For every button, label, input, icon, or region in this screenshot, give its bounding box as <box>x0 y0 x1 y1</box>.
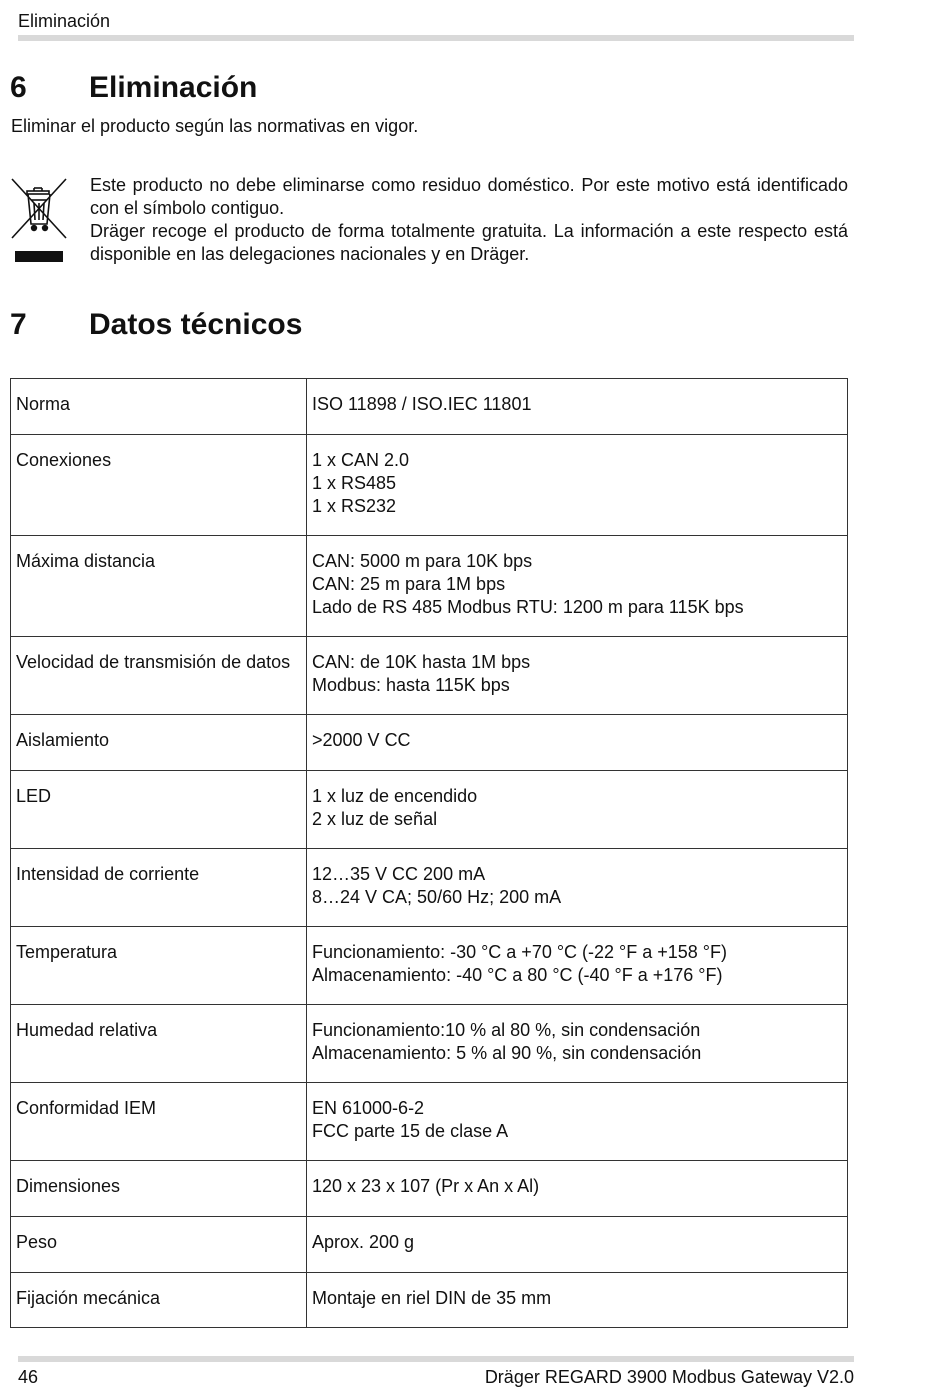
spec-row <box>11 715 848 771</box>
spec-label: Norma <box>11 379 307 435</box>
spec-row <box>11 1083 848 1161</box>
spec-row <box>11 849 848 927</box>
disposal-paragraph-1: Este producto no debe eliminarse como residuo doméstico. Por este motivo está identificado con el símbolo contiguo. <box>90 175 848 218</box>
spec-value-line: 1 x RS485 <box>312 473 397 493</box>
spec-label: Fijación mecánica <box>11 1273 307 1328</box>
disposal-paragraph-2: Dräger recoge el producto de forma totalmente gratuita. La información a este respecto está disponible en las delegaciones nacionales y en Dräger. <box>90 221 848 264</box>
section-7-heading <box>10 307 302 343</box>
spec-value-line: Aprox. 200 g <box>312 1232 415 1252</box>
spec-value-line: 12…35 V CC 200 mA <box>312 864 486 884</box>
spec-value-line: CAN: de 10K hasta 1M bps <box>312 652 531 672</box>
section-6-number: 6 <box>10 71 27 104</box>
spec-label: Temperatura <box>11 927 307 1005</box>
spec-value-line: Modbus: hasta 115K bps <box>312 675 510 695</box>
spec-label: Conexiones <box>11 435 307 536</box>
spec-row <box>11 536 848 637</box>
disposal-text <box>90 174 848 266</box>
spec-label: Máxima distancia <box>11 536 307 637</box>
footer-rule <box>18 1356 854 1362</box>
spec-value-line: Funcionamiento:10 % al 80 %, sin condensación <box>312 1020 701 1040</box>
spec-value-line: 1 x luz de encendido <box>312 786 478 806</box>
spec-value <box>307 927 848 1005</box>
spec-label: Dimensiones <box>11 1161 307 1217</box>
spec-value-line: 1 x RS232 <box>312 496 397 516</box>
header-rule <box>18 35 854 41</box>
spec-row <box>11 1273 848 1328</box>
spec-value-line: Montaje en riel DIN de 35 mm <box>312 1288 552 1308</box>
spec-value-line: CAN: 25 m para 1M bps <box>312 574 506 594</box>
spec-label: Peso <box>11 1217 307 1273</box>
spec-value-line: 8…24 V CA; 50/60 Hz; 200 mA <box>312 887 562 907</box>
spec-value-line: 2 x luz de señal <box>312 809 438 829</box>
spec-value-line: CAN: 5000 m para 10K bps <box>312 551 533 571</box>
spec-row <box>11 435 848 536</box>
spec-row <box>11 771 848 849</box>
spec-value <box>307 637 848 715</box>
spec-value-line: 120 x 23 x 107 (Pr x An x Al) <box>312 1176 540 1196</box>
spec-value-line: EN 61000-6-2 <box>312 1098 425 1118</box>
document-title: Dräger REGARD 3900 Modbus Gateway V2.0 <box>484 1367 854 1387</box>
spec-label: LED <box>11 771 307 849</box>
spec-value-line: 1 x CAN 2.0 <box>312 450 410 470</box>
spec-row <box>11 927 848 1005</box>
spec-value <box>307 379 848 435</box>
spec-value-line: ISO 11898 / ISO.IEC 11801 <box>312 394 532 414</box>
crossed-out-wheelie-bin-icon <box>10 176 68 264</box>
spec-label: Intensidad de corriente <box>11 849 307 927</box>
spec-label: Velocidad de transmisión de datos <box>11 637 307 715</box>
spec-value <box>307 1273 848 1328</box>
section-7-number: 7 <box>10 308 27 341</box>
spec-value <box>307 715 848 771</box>
spec-row <box>11 1005 848 1083</box>
spec-value-line: Almacenamiento: -40 °C a 80 °C (-40 °F a +176 °F) <box>312 965 723 985</box>
section-6-title: Eliminación <box>89 71 258 104</box>
section-7-title: Datos técnicos <box>89 308 303 341</box>
spec-value <box>307 435 848 536</box>
spec-row <box>11 1217 848 1273</box>
page-number: 46 <box>18 1367 39 1387</box>
spec-value <box>307 1161 848 1217</box>
spec-value <box>307 1083 848 1161</box>
spec-value <box>307 1005 848 1083</box>
spec-value <box>307 849 848 927</box>
spec-value <box>307 1217 848 1273</box>
spec-value-line: FCC parte 15 de clase A <box>312 1121 509 1141</box>
spec-value <box>307 771 848 849</box>
spec-row <box>11 1161 848 1217</box>
technical-data-table <box>10 378 848 1328</box>
running-head: Eliminación <box>18 11 111 31</box>
spec-value-line: Funcionamiento: -30 °C a +70 °C (-22 °F a +158 °F) <box>312 942 727 962</box>
spec-row <box>11 637 848 715</box>
spec-value <box>307 536 848 637</box>
spec-value-line: >2000 V CC <box>312 730 411 750</box>
spec-label: Aislamiento <box>11 715 307 771</box>
spec-value-line: Lado de RS 485 Modbus RTU: 1200 m para 115K bps <box>312 597 744 617</box>
spec-row <box>11 379 848 435</box>
spec-label: Conformidad IEM <box>11 1083 307 1161</box>
spec-value-line: Almacenamiento: 5 % al 90 %, sin condensación <box>312 1043 702 1063</box>
spec-label: Humedad relativa <box>11 1005 307 1083</box>
section-6-heading <box>10 70 257 106</box>
disposal-intro: Eliminar el producto según las normativas en vigor. <box>11 116 419 136</box>
